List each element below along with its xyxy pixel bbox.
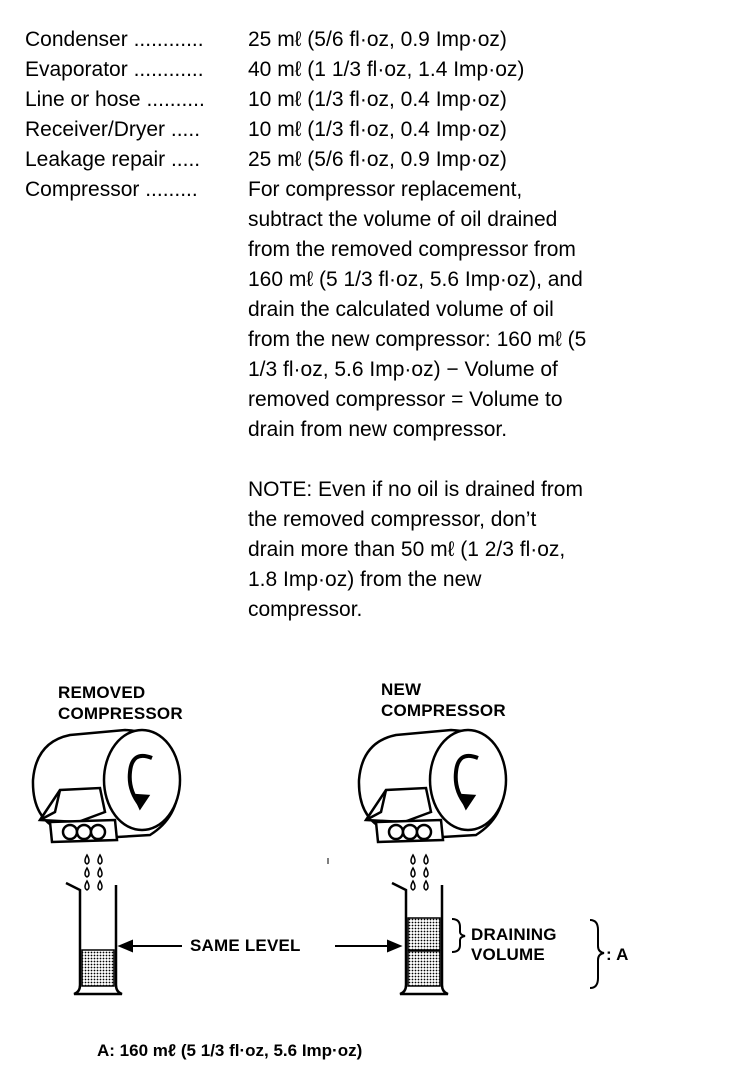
spec-value-evaporator: 40 mℓ (1 1/3 fl·oz, 1.4 Imp·oz) [248, 58, 525, 81]
note-line: 1.8 Imp·oz) from the new [248, 568, 482, 591]
spec-value-condenser: 25 mℓ (5/6 fl·oz, 0.9 Imp·oz) [248, 28, 507, 51]
paragraph-line: 160 mℓ (5 1/3 fl·oz, 5.6 Imp·oz), and [248, 268, 583, 291]
paragraph-line: drain from new compressor. [248, 418, 508, 441]
spec-leader: ......... [145, 178, 198, 201]
new-compressor-label-2: COMPRESSOR [381, 701, 506, 720]
draining-volume-label-1: DRAINING [471, 925, 557, 944]
paragraph-line: from the removed compressor from [248, 238, 576, 261]
note-line: compressor. [248, 598, 363, 621]
footnote-a: A: 160 mℓ (5 1/3 fl·oz, 5.6 Imp·oz) [97, 1041, 363, 1060]
oil-drops-removed [85, 855, 102, 890]
spec-leader: ............ [133, 28, 204, 51]
spec-leader: ..... [170, 118, 201, 141]
removed-compressor-label-1: REMOVED [58, 683, 146, 702]
spec-value-line-or-hose: 10 mℓ (1/3 fl·oz, 0.4 Imp·oz) [248, 88, 507, 111]
removed-compressor-illustration [33, 730, 180, 842]
spec-label: Evaporator [25, 58, 128, 81]
note-line: drain more than 50 mℓ (1 2/3 fl·oz, [248, 538, 566, 561]
spec-leader: ..... [170, 148, 201, 171]
spec-label: Condenser [25, 28, 128, 51]
spec-leader: ............ [133, 58, 204, 81]
spec-label: Leakage repair [25, 148, 166, 171]
removed-beaker [66, 883, 122, 994]
new-compressor-label-1: NEW [381, 680, 422, 699]
draining-volume-label-2: VOLUME [471, 945, 545, 964]
draining-brace [452, 919, 465, 952]
spec-label: Receiver/Dryer [25, 118, 166, 141]
bracket-a-label: : A [606, 945, 629, 964]
paragraph-line: 1/3 fl·oz, 5.6 Imp·oz) − Volume of [248, 358, 558, 381]
oil-drops-new [411, 855, 428, 890]
same-level-label: SAME LEVEL [190, 936, 301, 955]
spec-label: Compressor [25, 178, 140, 201]
spec-leader: .......... [146, 88, 205, 111]
note-line: NOTE: Even if no oil is drained from [248, 478, 583, 501]
note-line: the removed compressor, don’t [248, 508, 537, 531]
paragraph-line: drain the calculated volume of oil [248, 298, 554, 321]
removed-compressor-label-2: COMPRESSOR [58, 704, 183, 723]
spec-value-leakage-repair: 25 mℓ (5/6 fl·oz, 0.9 Imp·oz) [248, 148, 507, 171]
paragraph-line: removed compressor = Volume to [248, 388, 563, 411]
spec-value-compressor: For compressor replacement, [248, 178, 523, 201]
spec-value-receiver-dryer: 10 mℓ (1/3 fl·oz, 0.4 Imp·oz) [248, 118, 507, 141]
spec-label: Line or hose [25, 88, 141, 111]
paragraph-line: from the new compressor: 160 mℓ (5 [248, 328, 587, 351]
new-compressor-illustration [359, 730, 506, 842]
total-brace-a [590, 920, 604, 988]
new-beaker [392, 883, 448, 994]
paragraph-line: subtract the volume of oil drained [248, 208, 558, 231]
